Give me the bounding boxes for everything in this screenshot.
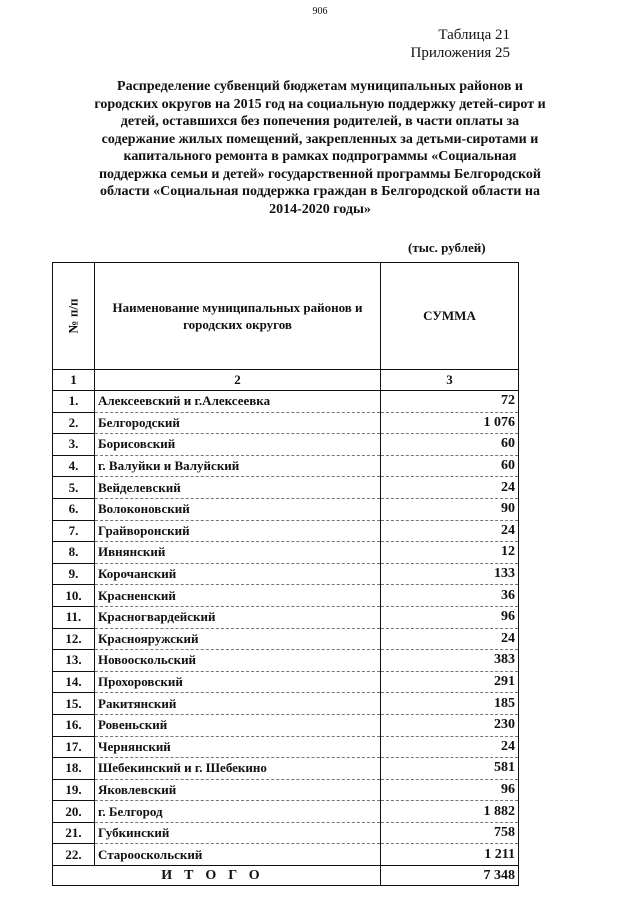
total-row bbox=[53, 866, 519, 886]
row-number: 5. bbox=[53, 477, 95, 499]
district-name: Старооскольский bbox=[95, 844, 381, 866]
total-label: ИТОГО bbox=[53, 866, 381, 886]
row-sum: 133 bbox=[381, 563, 519, 585]
district-name: Чернянский bbox=[95, 736, 381, 758]
district-name: Шебекинский и г. Шебекино bbox=[95, 758, 381, 780]
row-number: 13. bbox=[53, 650, 95, 672]
row-sum: 1 882 bbox=[381, 801, 519, 823]
table-row bbox=[53, 477, 519, 499]
title-line: капитального ремонта в рамках подпрограммы «Социальная bbox=[123, 149, 517, 164]
column-index: 2 bbox=[95, 370, 381, 391]
district-name: Корочанский bbox=[95, 563, 381, 585]
row-sum: 24 bbox=[381, 628, 519, 650]
district-name: г. Валуйки и Валуйский bbox=[95, 455, 381, 477]
district-name: Прохоровский bbox=[95, 671, 381, 693]
district-name: Волоконовский bbox=[95, 498, 381, 520]
row-sum: 1 211 bbox=[381, 844, 519, 866]
district-name: Новооскольский bbox=[95, 650, 381, 672]
table-row bbox=[53, 391, 519, 413]
table-row bbox=[53, 844, 519, 866]
row-sum: 60 bbox=[381, 455, 519, 477]
row-sum: 230 bbox=[381, 714, 519, 736]
row-number: 10. bbox=[53, 585, 95, 607]
district-name: Красненский bbox=[95, 585, 381, 607]
title-line: содержание жилых помещений, закрепленных за детьми-сиротами и bbox=[101, 131, 539, 147]
column-index-row bbox=[53, 370, 519, 391]
table-row bbox=[53, 693, 519, 715]
table-row bbox=[53, 542, 519, 564]
district-name: г. Белгород bbox=[95, 801, 381, 823]
row-sum: 12 bbox=[381, 542, 519, 564]
title-line: городских округов на 2015 год на социальную поддержку детей-сирот и bbox=[94, 96, 546, 112]
district-name: Белгородский bbox=[95, 412, 381, 434]
row-sum: 96 bbox=[381, 779, 519, 801]
table-row bbox=[53, 801, 519, 823]
row-number: 15. bbox=[53, 693, 95, 715]
table-row bbox=[53, 520, 519, 542]
district-name: Алексеевский и г.Алексеевка bbox=[95, 391, 381, 413]
page-number: 906 bbox=[312, 6, 328, 17]
district-name: Ракитянский bbox=[95, 693, 381, 715]
row-sum: 24 bbox=[381, 736, 519, 758]
row-number: 2. bbox=[53, 412, 95, 434]
header-row bbox=[53, 263, 519, 370]
district-name: Вейделевский bbox=[95, 477, 381, 499]
table-row bbox=[53, 714, 519, 736]
column-index: 3 bbox=[381, 370, 519, 391]
row-sum: 1 076 bbox=[381, 412, 519, 434]
district-name: Красногвардейский bbox=[95, 606, 381, 628]
table-row bbox=[53, 822, 519, 844]
row-sum: 60 bbox=[381, 434, 519, 456]
table-row bbox=[53, 585, 519, 607]
table-row bbox=[53, 606, 519, 628]
title-line: 2014-2020 годы» bbox=[269, 201, 371, 217]
total-sum: 7 348 bbox=[381, 866, 519, 886]
row-sum: 383 bbox=[381, 650, 519, 672]
table-row bbox=[53, 412, 519, 434]
district-name: Губкинский bbox=[95, 822, 381, 844]
header-name: Наименование муниципальных районов и городских округов bbox=[95, 263, 381, 370]
district-name: Ровеньский bbox=[95, 714, 381, 736]
title-line: Распределение субвенций бюджетам муниципальных районов и bbox=[117, 79, 523, 94]
units-label: (тыс. рублей) bbox=[408, 240, 486, 255]
row-sum: 36 bbox=[381, 585, 519, 607]
table-row bbox=[53, 758, 519, 780]
table-row bbox=[53, 434, 519, 456]
district-name: Краснояружский bbox=[95, 628, 381, 650]
row-sum: 96 bbox=[381, 606, 519, 628]
row-number: 7. bbox=[53, 520, 95, 542]
table-row bbox=[53, 671, 519, 693]
table-row bbox=[53, 455, 519, 477]
row-number: 21. bbox=[53, 822, 95, 844]
row-number: 18. bbox=[53, 758, 95, 780]
row-sum: 72 bbox=[381, 391, 519, 413]
header-num bbox=[53, 263, 95, 370]
district-name: Борисовский bbox=[95, 434, 381, 456]
row-sum: 758 bbox=[381, 822, 519, 844]
row-number: 11. bbox=[53, 606, 95, 628]
district-name: Ивнянский bbox=[95, 542, 381, 564]
row-number: 20. bbox=[53, 801, 95, 823]
row-sum: 90 bbox=[381, 498, 519, 520]
subsidy-table bbox=[52, 262, 519, 886]
table-row bbox=[53, 628, 519, 650]
table-number: Таблица 21 bbox=[438, 27, 510, 43]
row-number: 3. bbox=[53, 434, 95, 456]
row-number: 6. bbox=[53, 498, 95, 520]
row-number: 9. bbox=[53, 563, 95, 585]
title-line: поддержка семьи и детей» государственной программы Белгородской bbox=[98, 166, 541, 182]
row-number: 1. bbox=[53, 391, 95, 413]
row-number: 16. bbox=[53, 714, 95, 736]
row-number: 8. bbox=[53, 542, 95, 564]
table-label bbox=[411, 26, 511, 62]
table-row bbox=[53, 736, 519, 758]
row-sum: 24 bbox=[381, 520, 519, 542]
column-index: 1 bbox=[53, 370, 95, 391]
row-number: 4. bbox=[53, 455, 95, 477]
table-row bbox=[53, 563, 519, 585]
row-sum: 581 bbox=[381, 758, 519, 780]
row-sum: 24 bbox=[381, 477, 519, 499]
appendix-number: Приложения 25 bbox=[410, 45, 510, 61]
row-sum: 185 bbox=[381, 693, 519, 715]
header-sum: СУММА bbox=[381, 263, 519, 370]
header-num-label: № п/п bbox=[65, 298, 81, 334]
row-number: 14. bbox=[53, 671, 95, 693]
district-name: Грайворонский bbox=[95, 520, 381, 542]
title-line: области «Социальная поддержка граждан в Белгородской области на bbox=[100, 184, 540, 199]
table-row bbox=[53, 650, 519, 672]
table-row bbox=[53, 779, 519, 801]
title-line: детей, оставшихся без попечения родителей, в части оплаты за bbox=[120, 114, 520, 129]
document-title bbox=[60, 78, 580, 218]
district-name: Яковлевский bbox=[95, 779, 381, 801]
row-number: 22. bbox=[53, 844, 95, 866]
row-number: 12. bbox=[53, 628, 95, 650]
table-row bbox=[53, 498, 519, 520]
row-number: 19. bbox=[53, 779, 95, 801]
row-sum: 291 bbox=[381, 671, 519, 693]
row-number: 17. bbox=[53, 736, 95, 758]
